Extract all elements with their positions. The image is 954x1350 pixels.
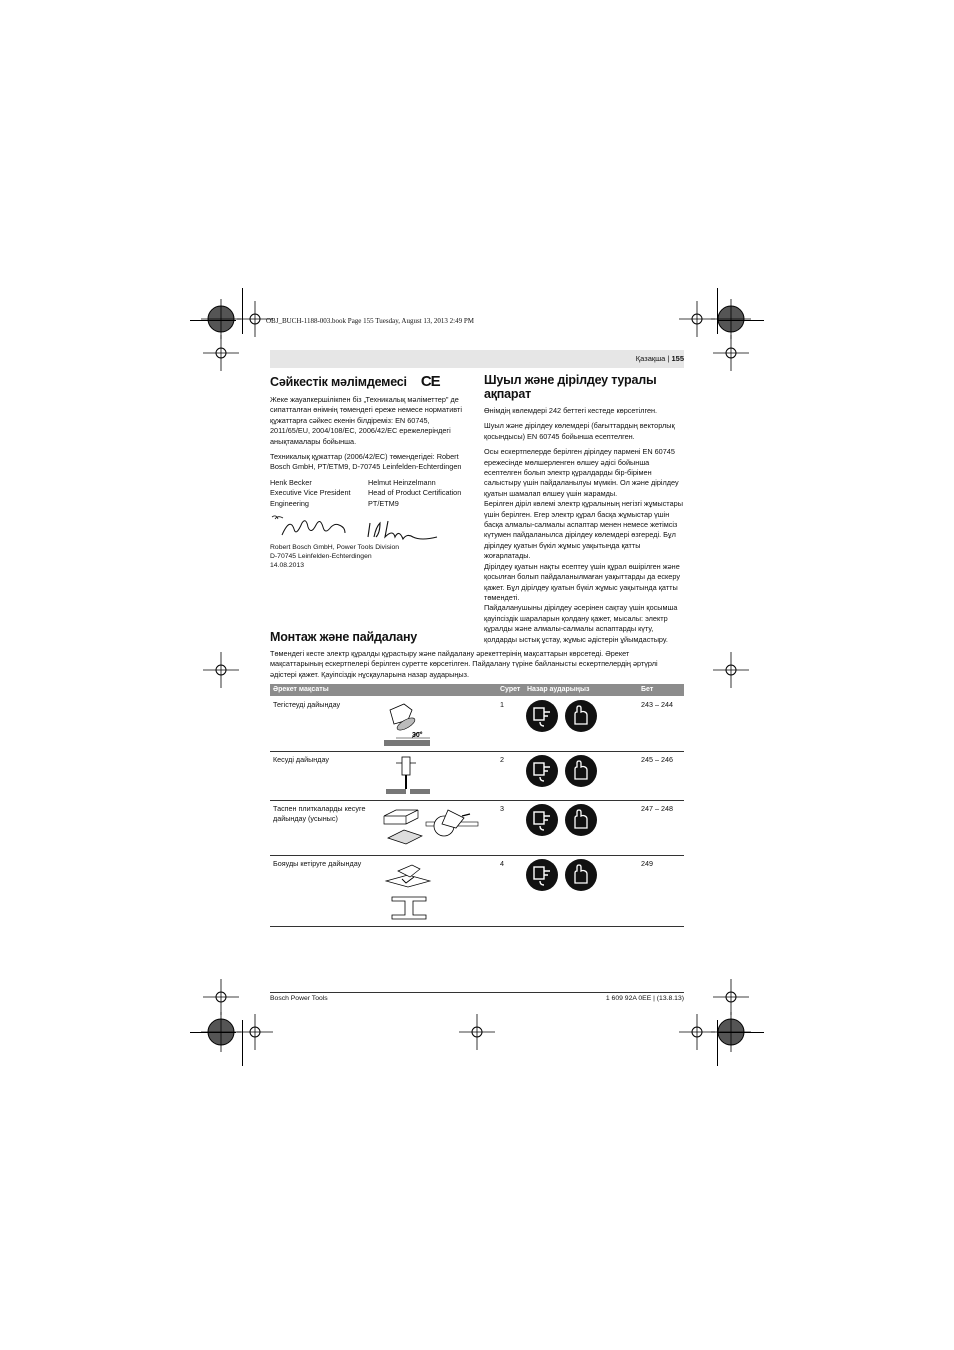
header-language: Қазақша [635,354,666,363]
row-action: Бояуды кетіруге дайындау [273,859,362,868]
cutting-illustration [382,753,434,801]
noise-para: Шуыл және дірілдеу көлемдері (бағыттардың векторлық қосындысы) EN 60745 бойынша есептелген. [484,421,675,441]
signer-title: Engineering [270,498,309,508]
conformity-date: 14.08.2013 [270,562,305,570]
row-pages: 247 – 248 [641,804,673,813]
table-header [270,684,684,696]
crosshair-target [201,333,241,373]
footer-right: 1 609 92A 0EE | (13.8.13) [605,995,684,1002]
crosshair-target [677,299,717,339]
gloves-icon [565,755,597,787]
row-icons [526,755,597,787]
col-header-page: Бет [641,686,654,693]
hearing-protection-icon [526,755,558,787]
crop-line [242,288,243,334]
gloves-icon [565,859,597,891]
signer-2 [368,478,461,509]
footer-left: Bosch Power Tools [270,995,328,1002]
company-line: Robert Bosch GmbH, Power Tools Division [270,544,400,552]
angle-label: 30° [412,732,423,739]
table-row [270,855,684,927]
noise-heading: Шуыл және дірілдеу туралы ақпарат [484,373,657,401]
grinding-illustration [382,698,434,750]
signers [270,478,470,509]
crop-line [718,1032,764,1033]
company-line: D-70745 Leinfelden-Echterdingen [270,553,372,561]
col-header-figure: Сурет [500,686,521,693]
hearing-protection-icon [526,804,558,836]
row-action: Кесуді дайындау [273,755,329,764]
ce-mark: CE [420,373,440,390]
table-row [270,751,684,801]
col-header-note: Назар аударыңыз [527,686,590,693]
hearing-protection-icon [526,859,558,891]
crop-line [242,1020,243,1066]
conformity-section [270,373,470,570]
crosshair-target [457,1012,497,1052]
crosshair-target [711,977,751,1017]
signer-name: Helmut Heinzelmann [368,477,436,487]
crosshair-target [711,333,751,373]
crop-line [190,320,236,321]
footer-rule [270,992,684,993]
crop-line [190,1032,236,1033]
assembly-intro: Төмендегі кесте электр құралды құрастыру және пайдалану әрекеттерінің мақсаттарын көрсетеді. Әрекет мақсаттарының ескертпелері берілген суретте көрсетілген. Пайдалану түріне байланысты ескертпелердің әртүрлі әдістері қажет. Қауіпсіздік нұсқауларына назар аударыңыз. [270,649,658,679]
row-pages: 245 – 246 [641,755,673,764]
noise-para: Өнімдің көлемдері 242 беттегі кестеде көрсетілген. [484,406,658,415]
noise-para: Осы ескертпелерде берілген дірілдеу пармені EN 60745 ережесінде мөлшерленген өлшеу әдісі бойынша есептелген болып электр құралдарды бір-бірімен салыстыру үшін пайдаланылуы мүмкін. Ол және дірілдеу қуатын шамалап өлшеу үшін жарамды. [484,447,679,498]
crosshair-target [201,977,241,1017]
crop-line [717,288,718,334]
signer-title: PT/ETM9 [368,498,399,508]
gloves-icon [565,804,597,836]
assembly-section [270,630,684,680]
row-figure: 4 [500,859,504,868]
conformity-para: Жеке жауапкершілікпен біз „Техникалық мәліметтер" де сипатталған өнімнің төмендегі ереже немесе нормативті құжаттарға сәйкес екенін білдіреміз: EN 60745, 2011/65/EU, 2004/108/EC, 2006/42/EC ережелеріндегі анықтамалары бойынша. [270,395,462,446]
row-icons [526,859,597,891]
conformity-heading: Сәйкестік мәлімдемесі [270,374,407,389]
row-action: Тегістеуді дайындау [273,700,341,709]
conformity-para: Техникалық құжаттар (2006/42/EC) төмендегідеі: Robert Bosch GmbH, PT/ETM9, D-70745 Leinfelden-Echterdingen [270,452,462,472]
crop-line [717,1020,718,1066]
row-icons [526,700,597,732]
crosshair-target [677,1012,717,1052]
row-action: Таспен плиткаларды кесуге дайындау (усыныс) [273,804,366,823]
row-pages: 243 – 244 [641,700,673,709]
gloves-icon [565,700,597,732]
col-header-action: Әрекет мақсаты [273,686,329,693]
row-figure: 1 [500,700,504,709]
row-figure: 2 [500,755,504,764]
signature-block [270,543,470,570]
tile-cutting-illustration [382,802,494,854]
noise-para: Дірілдеу қуатын нақты есептеу үшін құрал өшірілген және қосылған болып пайдаланылмаған уақыттарды да ескеру қажет. Бұл дірілдеу қуатын бүкіл жұмыс уақытында қатты төмендеті. [484,561,680,602]
table-row [270,696,684,752]
noise-text [484,406,684,645]
conformity-text [270,395,470,473]
running-header [636,354,684,363]
signer-title: Executive Vice President [270,488,351,498]
row-icons [526,804,597,836]
noise-section [484,373,684,645]
header-separator: | [667,354,670,363]
assembly-heading: Монтаж және пайдалану [270,630,418,644]
signer-title: Head of Product Certification [368,488,462,498]
header-page-number: 155 [671,354,684,363]
signer-1 [270,478,368,509]
crop-line [718,320,764,321]
signatures-image [270,513,470,543]
hearing-protection-icon [526,700,558,732]
row-figure: 3 [500,804,504,813]
row-pages: 249 [641,859,653,868]
crosshair-target [711,650,751,690]
print-header: OBJ_BUCH-1188-003.book Page 155 Tuesday, August 13, 2013 2:49 PM [266,317,474,325]
running-header-bar [270,350,684,368]
noise-para: Берілген діріл көлемі электр құралының негізгі жұмыстары үшін берілген. Егер электр құрал басқа жұмыстар үшін басқа алмалы-салмалы аспаптар менен немесе жетімсіз күтумен пайдаланылса дірілдеу көлемдері өзгереді. Бұл дірілдеу қуатын бүкіл жұмыс уақытында қатты жоғарлатады. [484,499,683,561]
paint-removal-illustration [382,857,438,925]
crosshair-target [235,1012,275,1052]
table-row [270,800,684,856]
crosshair-target [201,650,241,690]
noise-para: Пайдаланушыны дірілдеу әсерінен сақтау үшін қосымша қауіпсіздік шараларын қолдану қажет, мысалы: электр құралды және алмалы-салмалы аспаптарды күту, қолдарды ыстық ұстау, жұмыс әдістерін ұйымдастыру. [484,603,678,644]
signer-name: Henk Becker [270,477,312,487]
